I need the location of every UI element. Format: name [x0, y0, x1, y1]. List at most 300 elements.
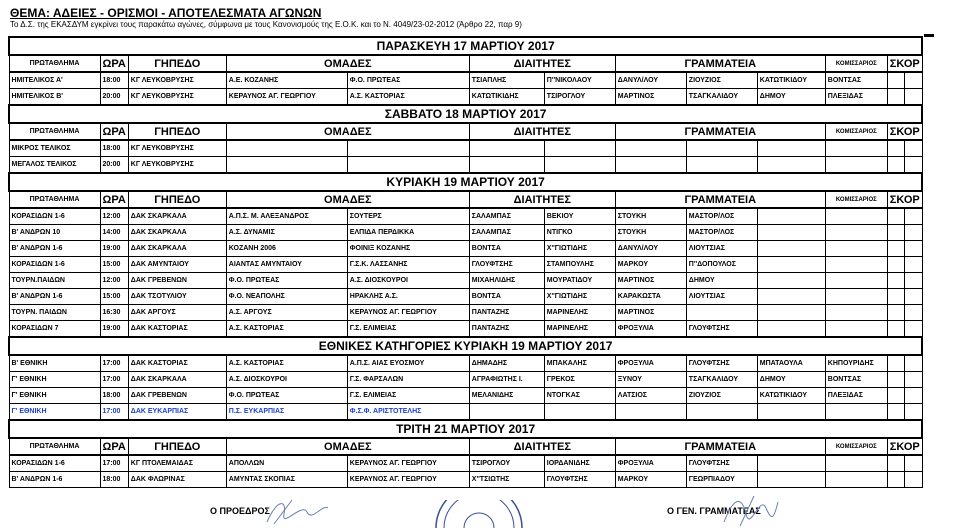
- day-header-sunday: [9, 173, 922, 191]
- column-header-row: [9, 191, 922, 208]
- col-score: ΣΚΟΡ: [887, 191, 922, 208]
- score-home: [887, 372, 904, 388]
- col-score: ΣΚΟΡ: [887, 123, 922, 140]
- score-home: [887, 72, 904, 89]
- venue: ΔΑΚ ΕΥΚΑΡΠΙΑΣ: [128, 404, 226, 421]
- time: 19:00: [100, 241, 128, 257]
- commissioner: [825, 289, 887, 305]
- official-3: [757, 157, 825, 174]
- match-row: [9, 140, 922, 157]
- referee-1: ΜΕΛΑΝΙΔΗΣ: [469, 388, 544, 404]
- schedule-table: [8, 36, 923, 488]
- championship: Β' ΑΝΔΡΩΝ 1-6: [9, 472, 100, 488]
- official-3: ΚΑΤΩΤΙΚΙΔΟΥ: [757, 388, 825, 404]
- score-away: [904, 404, 922, 421]
- col-score: ΣΚΟΡ: [887, 438, 922, 455]
- col-commissioner: ΚΟΜΙΣΣΑΡΙΟΣ: [825, 123, 887, 140]
- president-signature: [262, 494, 332, 528]
- referee-2: ΓΛΟΥΦΤΣΗΣ: [544, 472, 615, 488]
- official-3: [757, 289, 825, 305]
- championship: ΗΜΙΤΕΛΙΚΟΣ Β': [9, 89, 100, 106]
- away-team: Α.Σ. ΚΑΣΤΟΡΙΑΣ: [347, 89, 469, 106]
- referee-1: ΤΣΙΑΠΛΗΣ: [469, 72, 544, 89]
- referee-1: ΒΟΝΤΣΑ: [469, 289, 544, 305]
- venue: ΔΑΚ ΣΚΑΡΚΑΛΑ: [128, 372, 226, 388]
- referee-2: ΓΡΕΚΟΣ: [544, 372, 615, 388]
- championship: ΤΟΥΡΝ.ΠΑΙΔΩΝ: [9, 273, 100, 289]
- home-team: [226, 140, 347, 157]
- col-referees: ΔΙΑΙΤΗΤΕΣ: [469, 438, 615, 455]
- official-2: [686, 157, 757, 174]
- commissioner: [825, 241, 887, 257]
- official-3: ΜΠΑΤΑΟΥΛΑ: [757, 355, 825, 372]
- president-label: Ο ΠΡΟΕΔΡΟΣ: [210, 506, 270, 516]
- referee-1: ΓΛΟΥΦΤΣΗΣ: [469, 257, 544, 273]
- referee-1: ΔΗΜΑΔΗΣ: [469, 355, 544, 372]
- official-1: ΜΑΡΚΟΥ: [615, 472, 686, 488]
- commissioner: [825, 140, 887, 157]
- score-away: [904, 273, 922, 289]
- home-team: ΚΕΡΑΥΝΟΣ ΑΓ. ΓΕΩΡΓΙΟΥ: [226, 89, 347, 106]
- col-score: ΣΚΟΡ: [887, 55, 922, 72]
- venue: ΔΑΚ ΣΚΑΡΚΑΛΑ: [128, 208, 226, 225]
- venue: ΚΓ ΛΕΥΚΟΒΡΥΣΗΣ: [128, 89, 226, 106]
- match-row: [9, 241, 922, 257]
- official-1: ΦΡΟΞΥΛΙΑ: [615, 455, 686, 472]
- official-2: ΓΕΩΡΠΙΑΔΟΥ: [686, 472, 757, 488]
- official-3: [757, 140, 825, 157]
- match-row: [9, 305, 922, 321]
- col-venue: ΓΗΠΕΔΟ: [128, 123, 226, 140]
- column-header-row: [9, 123, 922, 140]
- official-1: ΣΤΟΥΚΗ: [615, 208, 686, 225]
- championship: ΗΜΙΤΕΛΙΚΟΣ Α': [9, 72, 100, 89]
- official-1: [615, 404, 686, 421]
- col-time: ΩΡΑ: [100, 191, 128, 208]
- venue: ΚΓ ΠΤΟΛΕΜΑΙΔΑΣ: [128, 455, 226, 472]
- match-row: [9, 157, 922, 174]
- secretary-label: Ο ΓΕΝ. ΓΡΑΜΜΑΤΕΑΣ: [667, 506, 761, 516]
- referee-2: ΒΕΚΙΟΥ: [544, 208, 615, 225]
- championship: Β' ΕΘΝΙΚΗ: [9, 355, 100, 372]
- referee-2: ΝΤΙΓΚΟ: [544, 225, 615, 241]
- col-teams: ΟΜΑΔΕΣ: [226, 191, 469, 208]
- col-referees: ΔΙΑΙΤΗΤΕΣ: [469, 191, 615, 208]
- home-team: ΑΙΑΝΤΑΣ ΑΜΥΝΤΑΙΟΥ: [226, 257, 347, 273]
- venue: ΔΑΚ ΦΛΩΡΙΝΑΣ: [128, 472, 226, 488]
- score-home: [887, 140, 904, 157]
- away-team: Γ.Σ. ΦΑΡΣΑΛΩΝ: [347, 372, 469, 388]
- official-1: ΦΡΟΞΥΛΙΑ: [615, 355, 686, 372]
- away-team: Α.Π.Σ. ΑΙΑΣ ΕΥΟΣΜΟΥ: [347, 355, 469, 372]
- official-2: ΜΑΣΤΟΡ/ΛΟΣ: [686, 225, 757, 241]
- championship: Γ' ΕΘΝΙΚΗ: [9, 388, 100, 404]
- col-officials: ΓΡΑΜΜΑΤΕΙΑ: [615, 438, 825, 455]
- away-team: ΚΕΡΑΥΝΟΣ ΑΓ. ΓΕΩΡΓΙΟΥ: [347, 455, 469, 472]
- time: 12:00: [100, 273, 128, 289]
- match-row: [9, 257, 922, 273]
- commissioner: [825, 404, 887, 421]
- match-row: [9, 404, 922, 421]
- match-row: [9, 472, 922, 488]
- official-1: ΔΑΝΥΛ/ΛΟΥ: [615, 241, 686, 257]
- referee-2: ΜΠΑΚΑΛΗΣ: [544, 355, 615, 372]
- document-title: ΘΕΜΑ: ΑΔΕΙΕΣ - ΟΡΙΣΜΟΙ - ΑΠΟΤΕΛΕΣΜΑΤΑ ΑΓΩΝΩΝ: [10, 6, 322, 20]
- home-team: Α.Σ. ΚΑΣΤΟΡΙΑΣ: [226, 321, 347, 338]
- match-row: [9, 372, 922, 388]
- commissioner: [825, 208, 887, 225]
- championship: Β' ΑΝΔΡΩΝ 1-6: [9, 289, 100, 305]
- score-home: [887, 472, 904, 488]
- official-2: [686, 404, 757, 421]
- document-subtitle: Το Δ.Σ. της ΕΚΑΣΔΥΜ εγκρίνει τους παρακάτω αγώνες, σύμφωνα με τους Κανονισμούς της Ε.Ο.Κ. και το Ν. 4049/23-02-2012 (Άρθρο 22, παρ 9): [10, 20, 522, 29]
- official-2: ΤΣΑΓΚΑΛΙΔΟΥ: [686, 372, 757, 388]
- away-team: [347, 140, 469, 157]
- day-title: ΤΡΙΤΗ 21 ΜΑΡΤΙΟΥ 2017: [9, 420, 922, 438]
- official-2: ΓΛΟΥΦΤΣΗΣ: [686, 455, 757, 472]
- official-2: ΖΙΟΥΖΙΟΣ: [686, 388, 757, 404]
- score-away: [904, 89, 922, 106]
- home-team: [226, 157, 347, 174]
- match-row: [9, 321, 922, 338]
- venue: ΔΑΚ ΣΚΑΡΚΑΛΑ: [128, 225, 226, 241]
- time: 15:00: [100, 289, 128, 305]
- official-1: ΜΑΡΤΙΝΟΣ: [615, 273, 686, 289]
- time: 16:30: [100, 305, 128, 321]
- home-team: Α.Σ. ΚΑΣΤΟΡΙΑΣ: [226, 355, 347, 372]
- score-home: [887, 355, 904, 372]
- official-1: [615, 157, 686, 174]
- away-team: Γ.Σ. ΕΛΙΜΕΙΑΣ: [347, 388, 469, 404]
- col-officials: ΓΡΑΜΜΑΤΕΙΑ: [615, 191, 825, 208]
- referee-2: [544, 157, 615, 174]
- column-header-row: [9, 438, 922, 455]
- col-commissioner: ΚΟΜΙΣΣΑΡΙΟΣ: [825, 191, 887, 208]
- referee-2: [544, 404, 615, 421]
- referee-1: ΚΑΤΩΤΙΚΙΔΗΣ: [469, 89, 544, 106]
- official-1: ΛΑΤΣΙΟΣ: [615, 388, 686, 404]
- official-3: [757, 257, 825, 273]
- official-2: [686, 305, 757, 321]
- referee-2: ΝΤΟΓΚΑΣ: [544, 388, 615, 404]
- time: 12:00: [100, 208, 128, 225]
- time: 18:00: [100, 472, 128, 488]
- official-1: [615, 140, 686, 157]
- official-1: ΜΑΡΚΟΥ: [615, 257, 686, 273]
- official-3: [757, 225, 825, 241]
- referee-2: ΜΑΡΙΝΕΛΗΣ: [544, 321, 615, 338]
- championship: ΚΟΡΑΣΙΔΩΝ 7: [9, 321, 100, 338]
- col-championship: ΠΡΩΤΑΘΛΗΜΑ: [9, 123, 100, 140]
- commissioner: ΒΟΝΤΣΑΣ: [825, 372, 887, 388]
- col-teams: ΟΜΑΔΕΣ: [226, 123, 469, 140]
- official-1: ΦΡΟΞΥΛΙΑ: [615, 321, 686, 338]
- corner-mark: [924, 34, 934, 37]
- referee-2: ΜΑΡΙΝΕΛΗΣ: [544, 305, 615, 321]
- referee-2: ΙΟΡΔΑΝΙΔΗΣ: [544, 455, 615, 472]
- score-home: [887, 289, 904, 305]
- official-3: [757, 305, 825, 321]
- score-home: [887, 388, 904, 404]
- score-home: [887, 208, 904, 225]
- schedule-body: [9, 37, 922, 488]
- referee-2: Χ''ΓΙΩΤΙΔΗΣ: [544, 241, 615, 257]
- away-team: Α.Σ. ΔΙΟΣΚΟΥΡΟΙ: [347, 273, 469, 289]
- home-team: Α.Ε. ΚΟΖΑΝΗΣ: [226, 72, 347, 89]
- referee-2: Π''ΝΙΚΟΛΑΟΥ: [544, 72, 615, 89]
- commissioner: [825, 321, 887, 338]
- referee-1: ΠΑΝΤΑΖΗΣ: [469, 321, 544, 338]
- col-teams: ΟΜΑΔΕΣ: [226, 438, 469, 455]
- col-championship: ΠΡΩΤΑΘΛΗΜΑ: [9, 191, 100, 208]
- venue: ΚΓ ΛΕΥΚΟΒΡΥΣΗΣ: [128, 157, 226, 174]
- official-2: Π''ΔΟΠΟΥΛΟΣ: [686, 257, 757, 273]
- official-1: ΞΥΝΟΥ: [615, 372, 686, 388]
- venue: ΔΑΚ ΚΑΣΤΟΡΙΑΣ: [128, 321, 226, 338]
- commissioner: ΠΛΕΞΙΔΑΣ: [825, 89, 887, 106]
- score-away: [904, 257, 922, 273]
- home-team: Φ.Ο. ΠΡΩΤΕΑΣ: [226, 388, 347, 404]
- score-away: [904, 472, 922, 488]
- column-header-row: [9, 55, 922, 72]
- official-1: ΣΤΟΥΚΗ: [615, 225, 686, 241]
- match-row: [9, 273, 922, 289]
- commissioner: [825, 157, 887, 174]
- col-officials: ΓΡΑΜΜΑΤΕΙΑ: [615, 55, 825, 72]
- championship: ΚΟΡΑΣΙΔΩΝ 1-6: [9, 455, 100, 472]
- home-team: Φ.Ο. ΝΕΑΠΟΛΗΣ: [226, 289, 347, 305]
- venue: ΔΑΚ ΓΡΕΒΕΝΩΝ: [128, 273, 226, 289]
- col-referees: ΔΙΑΙΤΗΤΕΣ: [469, 123, 615, 140]
- official-2: ΛΙΟΥΤΣΙΑΣ: [686, 241, 757, 257]
- referee-1: [469, 140, 544, 157]
- time: 17:00: [100, 355, 128, 372]
- official-3: [757, 404, 825, 421]
- time: 20:00: [100, 89, 128, 106]
- referee-1: ΜΙΧΑΗΛΙΔΗΣ: [469, 273, 544, 289]
- home-team: Α.Σ. ΔΥΝΑΜΙΣ: [226, 225, 347, 241]
- col-venue: ΓΗΠΕΔΟ: [128, 55, 226, 72]
- official-3: ΔΗΜΟΥ: [757, 372, 825, 388]
- match-row: [9, 388, 922, 404]
- day-header-tuesday: [9, 420, 922, 438]
- score-away: [904, 388, 922, 404]
- time: 18:00: [100, 388, 128, 404]
- day-title: ΚΥΡΙΑΚΗ 19 ΜΑΡΤΙΟΥ 2017: [9, 173, 922, 191]
- venue: ΔΑΚ ΣΚΑΡΚΑΛΑ: [128, 241, 226, 257]
- home-team: Α.Π.Σ. Μ. ΑΛΕΞΑΝΔΡΟΣ: [226, 208, 347, 225]
- official-1: ΜΑΡΤΙΝΟΣ: [615, 305, 686, 321]
- commissioner: [825, 472, 887, 488]
- official-2: ΖΙΟΥΖΙΟΣ: [686, 72, 757, 89]
- referee-1: [469, 157, 544, 174]
- referee-1: ΑΓΡΑΦΙΩΤΗΣ Ι.: [469, 372, 544, 388]
- official-3: [757, 455, 825, 472]
- away-team: ΣΟΥΤΕΡΣ: [347, 208, 469, 225]
- championship: Β' ΑΝΔΡΩΝ 1-6: [9, 241, 100, 257]
- official-3: [757, 273, 825, 289]
- commissioner: [825, 257, 887, 273]
- match-row: [9, 355, 922, 372]
- official-1: ΜΑΡΤΙΝΟΣ: [615, 89, 686, 106]
- official-3: ΔΗΜΟΥ: [757, 89, 825, 106]
- home-team: Π.Σ. ΕΥΚΑΡΠΙΑΣ: [226, 404, 347, 421]
- col-time: ΩΡΑ: [100, 123, 128, 140]
- referee-2: Χ''ΓΙΩΤΙΔΗΣ: [544, 289, 615, 305]
- away-team: ΦΟΙΝΙΞ ΚΟΖΑΝΗΣ: [347, 241, 469, 257]
- official-1: ΔΑΝΥΛ/ΛΟΥ: [615, 72, 686, 89]
- official-2: ΔΗΜΟΥ: [686, 273, 757, 289]
- away-team: Γ.Σ. ΕΛΙΜΕΙΑΣ: [347, 321, 469, 338]
- championship: ΚΟΡΑΣΙΔΩΝ 1-6: [9, 257, 100, 273]
- official-3: [757, 321, 825, 338]
- referee-2: ΣΤΑΜΠΟΥΛΗΣ: [544, 257, 615, 273]
- referee-1: ΤΣΙΡΟΓΛΟΥ: [469, 455, 544, 472]
- day-title: ΣΑΒΒΑΤΟ 18 ΜΑΡΤΙΟΥ 2017: [9, 105, 922, 123]
- official-3: [757, 472, 825, 488]
- score-home: [887, 404, 904, 421]
- score-home: [887, 321, 904, 338]
- referee-1: ΠΑΝΤΑΖΗΣ: [469, 305, 544, 321]
- score-away: [904, 72, 922, 89]
- score-home: [887, 157, 904, 174]
- referee-1: ΣΑΛΑΜΠΑΣ: [469, 225, 544, 241]
- venue: ΔΑΚ ΑΡΓΟΥΣ: [128, 305, 226, 321]
- secretary-signature: [720, 492, 780, 528]
- commissioner: [825, 225, 887, 241]
- association-seal: [434, 500, 524, 528]
- col-time: ΩΡΑ: [100, 438, 128, 455]
- score-away: [904, 208, 922, 225]
- col-officials: ΓΡΑΜΜΑΤΕΙΑ: [615, 123, 825, 140]
- home-team: Φ.Ο. ΠΡΩΤΕΑΣ: [226, 273, 347, 289]
- score-home: [887, 241, 904, 257]
- day-title: ΠΑΡΑΣΚΕΥΗ 17 ΜΑΡΤΙΟΥ 2017: [9, 37, 922, 55]
- commissioner: ΠΛΕΞΙΔΑΣ: [825, 388, 887, 404]
- score-away: [904, 372, 922, 388]
- home-team: Α.Σ. ΔΙΟΣΚΟΥΡΟΙ: [226, 372, 347, 388]
- championship: ΜΕΓΑΛΟΣ ΤΕΛΙΚΟΣ: [9, 157, 100, 174]
- official-2: ΓΛΟΥΦΤΣΗΣ: [686, 355, 757, 372]
- away-team: ΗΡΑΚΛΗΣ Α.Σ.: [347, 289, 469, 305]
- venue: ΔΑΚ ΤΣΟΤΥΛΙΟΥ: [128, 289, 226, 305]
- venue: ΔΑΚ ΑΜΥΝΤΑΙΟΥ: [128, 257, 226, 273]
- official-1: ΚΑΡΑΚΩΣΤΑ: [615, 289, 686, 305]
- col-championship: ΠΡΩΤΑΘΛΗΜΑ: [9, 55, 100, 72]
- score-home: [887, 305, 904, 321]
- time: 17:00: [100, 372, 128, 388]
- score-away: [904, 157, 922, 174]
- away-team: Γ.Σ.Κ. ΛΑΣΣΑΝΗΣ: [347, 257, 469, 273]
- day-header-friday: [9, 37, 922, 55]
- championship: Β' ΑΝΔΡΩΝ 10: [9, 225, 100, 241]
- time: 19:00: [100, 321, 128, 338]
- away-team: ΚΕΡΑΥΝΟΣ ΑΓ. ΓΕΩΡΓΙΟΥ: [347, 472, 469, 488]
- day-title: ΕΘΝΙΚΕΣ ΚΑΤΗΓΟΡΙΕΣ ΚΥΡΙΑΚΗ 19 ΜΑΡΤΙΟΥ 2017: [9, 337, 922, 355]
- home-team: ΑΜΥΝΤΑΣ ΣΚΟΠΙΑΣ: [226, 472, 347, 488]
- official-3: [757, 208, 825, 225]
- col-commissioner: ΚΟΜΙΣΣΑΡΙΟΣ: [825, 438, 887, 455]
- score-away: [904, 321, 922, 338]
- day-header-saturday: [9, 105, 922, 123]
- score-home: [887, 225, 904, 241]
- col-venue: ΓΗΠΕΔΟ: [128, 191, 226, 208]
- score-home: [887, 455, 904, 472]
- home-team: ΚΟΖΑΝΗ 2006: [226, 241, 347, 257]
- championship: Γ' ΕΘΝΙΚΗ: [9, 404, 100, 421]
- score-away: [904, 225, 922, 241]
- score-home: [887, 257, 904, 273]
- championship: Γ' ΕΘΝΙΚΗ: [9, 372, 100, 388]
- referee-2: [544, 140, 615, 157]
- venue: ΔΑΚ ΚΑΣΤΟΡΙΑΣ: [128, 355, 226, 372]
- col-commissioner: ΚΟΜΙΣΣΑΡΙΟΣ: [825, 55, 887, 72]
- match-row: [9, 455, 922, 472]
- day-header-national: [9, 337, 922, 355]
- match-row: [9, 89, 922, 106]
- match-row: [9, 289, 922, 305]
- col-championship: ΠΡΩΤΑΘΛΗΜΑ: [9, 438, 100, 455]
- away-team: [347, 157, 469, 174]
- referee-1: [469, 404, 544, 421]
- match-row: [9, 72, 922, 89]
- time: 18:00: [100, 72, 128, 89]
- commissioner: ΚΗΠΟΥΡΙΔΗΣ: [825, 355, 887, 372]
- score-away: [904, 455, 922, 472]
- commissioner: [825, 273, 887, 289]
- away-team: ΚΕΡΑΥΝΟΣ ΑΓ. ΓΕΩΡΓΙΟΥ: [347, 305, 469, 321]
- home-team: ΑΠΟΛΛΩΝ: [226, 455, 347, 472]
- official-2: ΜΑΣΤΟΡ/ΛΟΣ: [686, 208, 757, 225]
- official-3: ΚΑΤΩΤΙΚΙΔΟΥ: [757, 72, 825, 89]
- commissioner: ΒΟΝΤΣΑΣ: [825, 72, 887, 89]
- time: 14:00: [100, 225, 128, 241]
- referee-1: ΣΑΛΑΜΠΑΣ: [469, 208, 544, 225]
- col-referees: ΔΙΑΙΤΗΤΕΣ: [469, 55, 615, 72]
- away-team: ΕΛΠΙΔΑ ΠΕΡΔΙΚΚΑ: [347, 225, 469, 241]
- match-row: [9, 208, 922, 225]
- schedule-sheet: [8, 36, 923, 488]
- official-2: [686, 140, 757, 157]
- time: 18:00: [100, 140, 128, 157]
- referee-2: ΤΣΙΡΟΓΛΟΥ: [544, 89, 615, 106]
- championship: ΚΟΡΑΣΙΔΩΝ 1-6: [9, 208, 100, 225]
- score-home: [887, 89, 904, 106]
- referee-1: ΒΟΝΤΣΑ: [469, 241, 544, 257]
- away-team: Φ.Σ.Φ. ΑΡΙΣΤΟΤΕΛΗΣ: [347, 404, 469, 421]
- time: 17:00: [100, 455, 128, 472]
- time: 20:00: [100, 157, 128, 174]
- commissioner: [825, 455, 887, 472]
- championship: ΤΟΥΡΝ. ΠΑΙΔΩΝ: [9, 305, 100, 321]
- referee-2: ΜΟΥΡΑΤΙΔΟΥ: [544, 273, 615, 289]
- col-teams: ΟΜΑΔΕΣ: [226, 55, 469, 72]
- score-away: [904, 289, 922, 305]
- venue: ΔΑΚ ΓΡΕΒΕΝΩΝ: [128, 388, 226, 404]
- official-3: [757, 241, 825, 257]
- venue: ΚΓ ΛΕΥΚΟΒΡΥΣΗΣ: [128, 72, 226, 89]
- score-home: [887, 273, 904, 289]
- away-team: Φ.Ο. ΠΡΩΤΕΑΣ: [347, 72, 469, 89]
- time: 15:00: [100, 257, 128, 273]
- home-team: Α.Σ. ΑΡΓΟΥΣ: [226, 305, 347, 321]
- referee-1: Χ''ΤΣΙΩΤΗΣ: [469, 472, 544, 488]
- score-away: [904, 305, 922, 321]
- venue: ΚΓ ΛΕΥΚΟΒΡΥΣΗΣ: [128, 140, 226, 157]
- col-venue: ΓΗΠΕΔΟ: [128, 438, 226, 455]
- match-row: [9, 225, 922, 241]
- official-2: ΓΛΟΥΦΤΣΗΣ: [686, 321, 757, 338]
